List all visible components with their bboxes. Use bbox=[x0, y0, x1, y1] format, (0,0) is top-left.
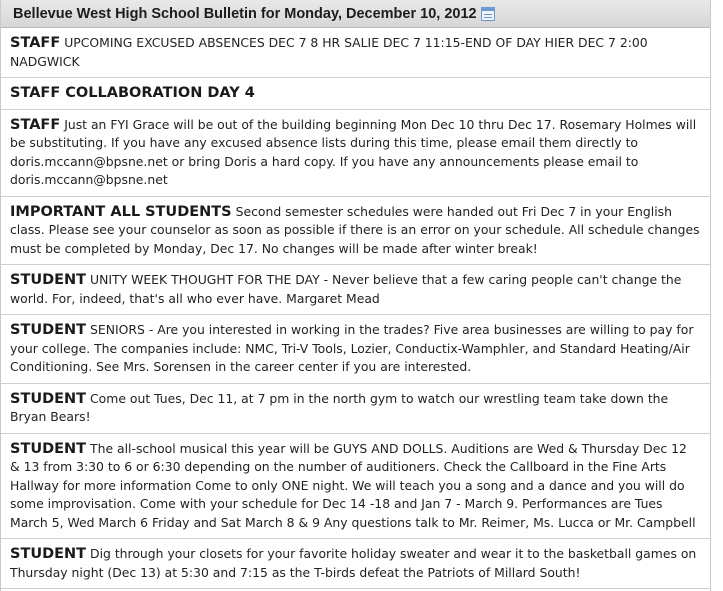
bulletin-items bbox=[1, 28, 710, 589]
bulletin-item bbox=[1, 315, 710, 384]
item-category: STUDENT bbox=[10, 322, 87, 338]
calendar-icon[interactable] bbox=[481, 7, 495, 21]
bulletin-item bbox=[1, 78, 710, 110]
item-text: Dig through your closets for your favorite holiday sweater and wear it to the basketball games on Thursday night (Dec 13) at 5:30 and 7:15 as the T-birds defeat the Patriots of Millard South! bbox=[10, 546, 697, 580]
bulletin-item bbox=[1, 197, 710, 266]
item-text: Second semester schedules were handed out Fri Dec 7 in your English class. Please see your counselor as soon as possible if there is an error on your schedule. All schedule changes must be completed by Monday, Dec 17. No changes will be made after winter break! bbox=[10, 203, 700, 256]
item-text: Come out Tues, Dec 11, at 7 pm in the north gym to watch our wrestling team take down the Bryan Bears! bbox=[10, 390, 669, 424]
bulletin-item bbox=[1, 384, 710, 434]
item-text: The all-school musical this year will be GUYS AND DOLLS. Auditions are Wed & Thursday Dec 12 & 13 from 3:30 to 6 or 6:30 depending on the number of auditioners. Check the Callboard in the Fine Arts Hallway for more information Come to only ONE night. We will teach you a song and a dance and you will do some improvisation. Come with your schedule for Dec 14 -18 and Jan 7 - March 9. Performances are Tues March 5, Wed March 6 Friday and Sat March 8 & 9 Any questions talk to Mr. Reimer, Ms. Lucca or Mr. Campbell bbox=[10, 440, 696, 530]
item-category: STAFF bbox=[10, 116, 61, 133]
bulletin-header bbox=[1, 0, 710, 28]
item-text: Just an FYI Grace will be out of the building beginning Mon Dec 10 thru Dec 17. Rosemary Holmes will be substituting. If you have any excused absence lists during this time, please email them directly to doris.mccann@bpsne.net or bring Doris a hard copy. If you have any announcements please email to doris.mccann@bpsne.net bbox=[10, 116, 697, 187]
item-category: STAFF bbox=[10, 35, 61, 51]
bulletin-title: Bellevue West High School Bulletin for Monday, December 10, 2012 bbox=[13, 5, 477, 22]
item-category: STUDENT bbox=[10, 440, 87, 457]
bulletin-item bbox=[1, 539, 710, 589]
item-category: STAFF COLLABORATION DAY 4 bbox=[10, 85, 255, 101]
bulletin-item bbox=[1, 434, 710, 540]
item-category: STUDENT bbox=[10, 272, 87, 288]
item-text: UNITY WEEK THOUGHT FOR THE DAY - Never believe that a few caring people can't change the world. For, indeed, that's all who ever have. Margaret Mead bbox=[10, 272, 682, 306]
bulletin-item bbox=[1, 28, 710, 78]
item-category: IMPORTANT ALL STUDENTS bbox=[10, 203, 232, 220]
item-category: STUDENT bbox=[10, 546, 87, 562]
page-scroll-gutter bbox=[711, 0, 723, 591]
item-category: STUDENT bbox=[10, 390, 87, 407]
bulletin-item bbox=[1, 110, 710, 197]
item-text: UPCOMING EXCUSED ABSENCES DEC 7 8 HR SALIE DEC 7 11:15-END OF DAY HIER DEC 7 2:00 NADGWICK bbox=[10, 35, 648, 69]
bulletin-item bbox=[1, 265, 710, 315]
item-text: SENIORS - Are you interested in working in the trades? Five area businesses are willing to pay for your college. The companies include: NMC, Tri-V Tools, Lozier, Conductix-Wamphler, and Standard Heating/Air Conditioning. See Mrs. Sorensen in the career center if you are interested. bbox=[10, 322, 694, 374]
